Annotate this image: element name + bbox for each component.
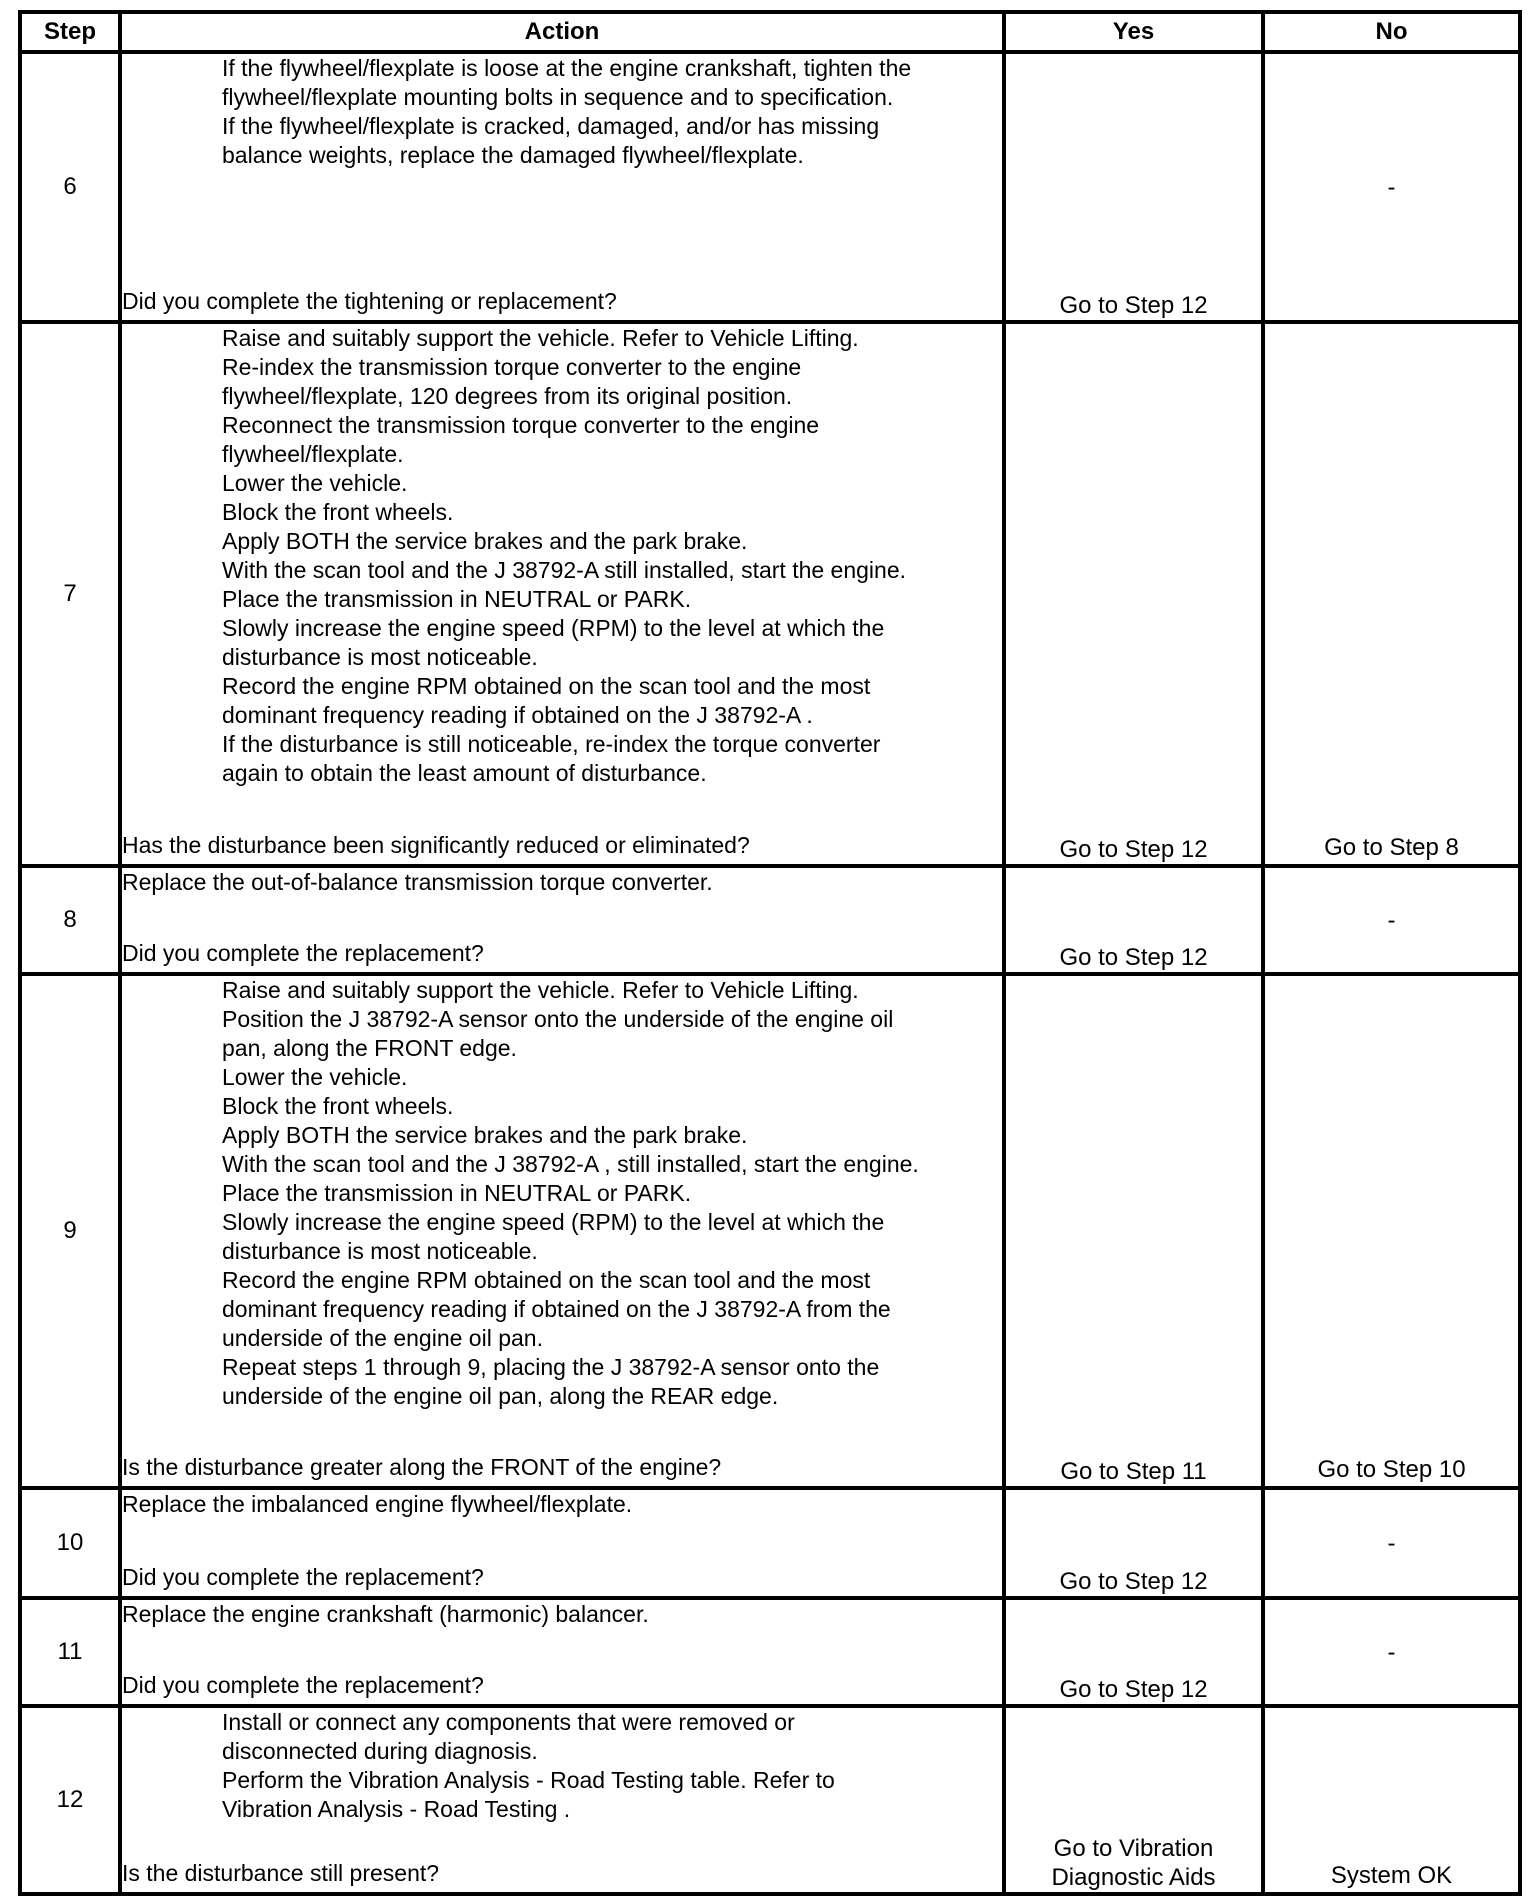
yes-result: Go to Step 12 <box>1059 836 1208 863</box>
header-no: No <box>1263 12 1520 52</box>
instruction-line: Lower the vehicle. <box>222 470 408 496</box>
instruction-line: Reconnect the transmission torque converter to the engine <box>222 412 820 438</box>
instruction-line: flywheel/flexplate, 120 degrees from its original position. <box>222 383 793 409</box>
step-number: 11 <box>20 1598 120 1706</box>
step-number: 9 <box>20 974 120 1488</box>
step-number: 12 <box>20 1706 120 1894</box>
no-cell: Go to Step 10 <box>1263 974 1520 1488</box>
action-instructions <box>122 324 1002 788</box>
action-instructions <box>122 976 1002 1411</box>
instruction-line: dominant frequency reading if obtained on the J 38792-A . <box>222 702 813 728</box>
instruction-line: Apply BOTH the service brakes and the park brake. <box>222 1122 748 1148</box>
instruction-line: Replace the imbalanced engine flywheel/flexplate. <box>122 1491 633 1517</box>
yes-cell <box>1004 1706 1263 1894</box>
instruction-line: Place the transmission in NEUTRAL or PARK. <box>222 1180 692 1206</box>
instruction-line: Position the J 38792-A sensor onto the underside of the engine oil <box>222 1006 894 1032</box>
header-action: Action <box>120 12 1004 52</box>
no-cell: - <box>1263 866 1520 974</box>
header-step: Step <box>20 12 120 52</box>
yes-result: Go to Step 12 <box>1059 292 1208 319</box>
action-cell <box>120 1598 1004 1706</box>
instruction-line: again to obtain the least amount of disturbance. <box>222 760 707 786</box>
instruction-line: flywheel/flexplate mounting bolts in sequence and to specification. <box>222 84 894 110</box>
instruction-line: Apply BOTH the service brakes and the park brake. <box>222 528 748 554</box>
instruction-line: Record the engine RPM obtained on the scan tool and the most <box>222 673 871 699</box>
action-instructions <box>122 54 1002 170</box>
table-row <box>20 1598 1520 1706</box>
instruction-line: With the scan tool and the J 38792-A still installed, start the engine. <box>222 557 907 583</box>
instruction-line: balance weights, replace the damaged flywheel/flexplate. <box>222 142 804 168</box>
action-instructions <box>122 1490 1002 1519</box>
step-number: 10 <box>20 1488 120 1598</box>
yes-result: Go to Step 12 <box>1059 1568 1208 1595</box>
yes-result: Go to Step 11 <box>1060 1458 1207 1485</box>
instruction-line: Replace the out-of-balance transmission torque converter. <box>122 869 713 895</box>
instruction-line: If the disturbance is still noticeable, re-index the torque converter <box>222 731 881 757</box>
action-question: Did you complete the tightening or replacement? <box>122 288 617 314</box>
yes-cell <box>1004 974 1263 1488</box>
instruction-line: Raise and suitably support the vehicle. Refer to Vehicle Lifting. <box>222 325 859 351</box>
yes-result: Go to Vibration <box>1053 1835 1214 1862</box>
instruction-line: Block the front wheels. <box>222 1093 454 1119</box>
instruction-line: disconnected during diagnosis. <box>222 1738 538 1764</box>
instruction-line: Vibration Analysis - Road Testing . <box>222 1796 571 1822</box>
action-question: Did you complete the replacement? <box>122 940 484 966</box>
table-row <box>20 1706 1520 1894</box>
diagnostic-table <box>18 10 1522 1896</box>
step-number: 7 <box>20 322 120 866</box>
instruction-line: Record the engine RPM obtained on the scan tool and the most <box>222 1267 871 1293</box>
instruction-line: Install or connect any components that were removed or <box>222 1709 795 1735</box>
no-cell: - <box>1263 1488 1520 1598</box>
action-cell <box>120 974 1004 1488</box>
instruction-line: flywheel/flexplate. <box>222 441 404 467</box>
no-cell: - <box>1263 52 1520 322</box>
step-number: 8 <box>20 866 120 974</box>
instruction-line: Replace the engine crankshaft (harmonic) balancer. <box>122 1601 649 1627</box>
instruction-line: Raise and suitably support the vehicle. Refer to Vehicle Lifting. <box>222 977 859 1003</box>
instruction-line: If the flywheel/flexplate is loose at the engine crankshaft, tighten the <box>222 55 912 81</box>
action-question: Is the disturbance greater along the FRONT of the engine? <box>122 1454 722 1480</box>
action-cell <box>120 52 1004 322</box>
action-question: Is the disturbance still present? <box>122 1860 440 1886</box>
no-cell: System OK <box>1263 1706 1520 1894</box>
yes-cell <box>1004 1488 1263 1598</box>
action-question: Did you complete the replacement? <box>122 1672 484 1698</box>
table-row <box>20 974 1520 1488</box>
no-cell: Go to Step 8 <box>1263 322 1520 866</box>
yes-cell <box>1004 1598 1263 1706</box>
no-cell: - <box>1263 1598 1520 1706</box>
instruction-line: Lower the vehicle. <box>222 1064 408 1090</box>
header-yes: Yes <box>1004 12 1263 52</box>
step-number: 6 <box>20 52 120 322</box>
action-cell <box>120 322 1004 866</box>
action-question: Did you complete the replacement? <box>122 1564 484 1590</box>
yes-cell <box>1004 52 1263 322</box>
instruction-line: Perform the Vibration Analysis - Road Testing table. Refer to <box>222 1767 835 1793</box>
instruction-line: Block the front wheels. <box>222 499 454 525</box>
instruction-line: disturbance is most noticeable. <box>222 1238 538 1264</box>
yes-cell <box>1004 322 1263 866</box>
action-instructions <box>122 1708 1002 1824</box>
action-cell <box>120 1488 1004 1598</box>
yes-result: Go to Step 12 <box>1059 944 1208 971</box>
instruction-line: pan, along the FRONT edge. <box>222 1035 517 1061</box>
action-question: Has the disturbance been significantly reduced or eliminated? <box>122 832 750 858</box>
table-row <box>20 322 1520 866</box>
instruction-line: underside of the engine oil pan. <box>222 1325 543 1351</box>
instruction-line: Place the transmission in NEUTRAL or PARK. <box>222 586 692 612</box>
instruction-line: Slowly increase the engine speed (RPM) to the level at which the <box>222 1209 885 1235</box>
instruction-line: dominant frequency reading if obtained on the J 38792-A from the <box>222 1296 891 1322</box>
instruction-line: If the flywheel/flexplate is cracked, damaged, and/or has missing <box>222 113 880 139</box>
instruction-line: underside of the engine oil pan, along the REAR edge. <box>222 1383 779 1409</box>
table-row <box>20 52 1520 322</box>
action-instructions <box>122 868 1002 897</box>
table-row <box>20 866 1520 974</box>
header-row <box>20 12 1520 52</box>
instruction-line: With the scan tool and the J 38792-A , still installed, start the engine. <box>222 1151 919 1177</box>
table-row <box>20 1488 1520 1598</box>
instruction-line: Slowly increase the engine speed (RPM) to the level at which the <box>222 615 885 641</box>
yes-result: Go to Step 12 <box>1059 1676 1208 1703</box>
yes-result: Diagnostic Aids <box>1051 1864 1216 1891</box>
instruction-line: disturbance is most noticeable. <box>222 644 538 670</box>
instruction-line: Re-index the transmission torque converter to the engine <box>222 354 802 380</box>
instruction-line: Repeat steps 1 through 9, placing the J 38792-A sensor onto the <box>222 1354 880 1380</box>
action-instructions <box>122 1600 1002 1629</box>
yes-cell <box>1004 866 1263 974</box>
action-cell <box>120 866 1004 974</box>
action-cell <box>120 1706 1004 1894</box>
